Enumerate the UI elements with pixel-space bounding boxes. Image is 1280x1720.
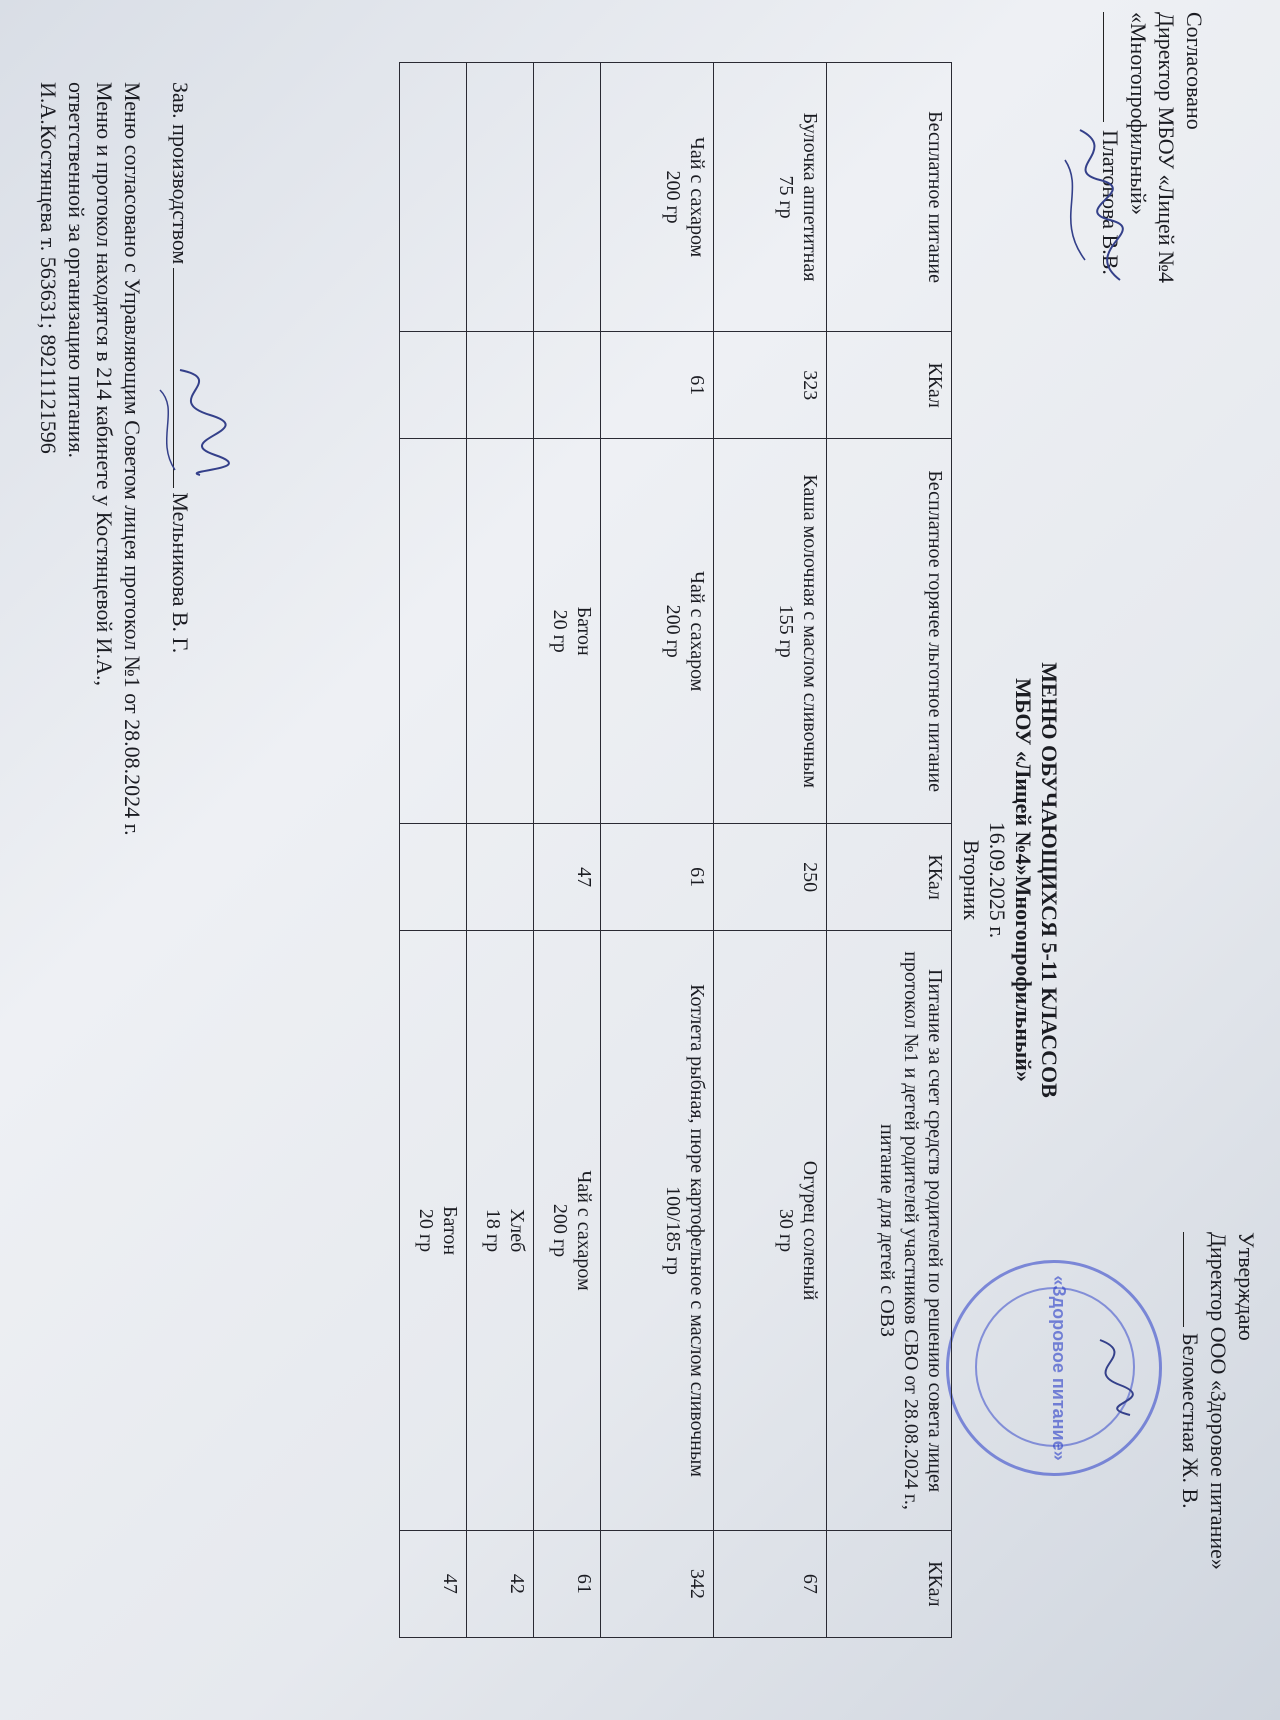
cell-kcal: 47 xyxy=(400,1530,467,1637)
cell-dish: Чай с сахаром 200 гр xyxy=(534,931,601,1531)
right-approval-signer-row xyxy=(1176,1232,1204,1570)
cell-dish xyxy=(467,439,534,824)
table-header-row xyxy=(827,63,952,1638)
production-label: Зав. производством xyxy=(168,82,193,265)
stamp-text: «Здоровое питание» xyxy=(1049,1275,1069,1461)
cell-kcal: 342 xyxy=(601,1530,714,1637)
title-line1: МЕНЮ ОБУЧАЮЩИХСЯ 5-11 КЛАССОВ xyxy=(1037,662,1062,1098)
cell-dish: Котлета рыбная, пюре картофельное с маслом сливочным 100/185 гр xyxy=(601,931,714,1531)
header-kcal-3: ККал xyxy=(827,1530,952,1637)
title-block xyxy=(958,600,1062,1160)
left-approval-line1: Директор МБОУ «Лицей №4 xyxy=(1154,12,1179,284)
left-approval-signer: Платонова В.В. xyxy=(1098,130,1123,275)
menu-table xyxy=(399,62,952,1638)
cell-kcal: 250 xyxy=(714,824,827,931)
right-approval-block xyxy=(1176,1232,1260,1570)
table-row xyxy=(467,63,534,1638)
signature-line xyxy=(1183,1232,1184,1327)
cell-kcal: 67 xyxy=(714,1530,827,1637)
right-approval-signer: Беломестная Ж. В. xyxy=(1178,1333,1203,1509)
right-approval-line1: Директор ООО «Здоровое питание» xyxy=(1206,1232,1231,1570)
cell-kcal xyxy=(467,824,534,931)
table-row xyxy=(714,63,827,1638)
cell-kcal: 61 xyxy=(601,332,714,439)
table-row xyxy=(601,63,714,1638)
cell-dish: Чай с сахаром 200 гр xyxy=(601,63,714,332)
cell-dish: Батон 20 гр xyxy=(534,439,601,824)
cell-kcal: 42 xyxy=(467,1530,534,1637)
table-row xyxy=(534,63,601,1638)
cell-dish xyxy=(467,63,534,332)
footer-notes xyxy=(34,82,146,836)
right-approval-heading: Утверждаю xyxy=(1234,1232,1259,1341)
header-kcal-1: ККал xyxy=(827,332,952,439)
signature-line xyxy=(1103,12,1104,122)
cell-kcal xyxy=(400,332,467,439)
header-free-meal: Бесплатное питание xyxy=(827,63,952,332)
cell-dish xyxy=(534,63,601,332)
header-hot-meal: Бесплатное горячее льготное питание xyxy=(827,439,952,824)
cell-kcal xyxy=(534,332,601,439)
production-signature xyxy=(150,360,240,480)
cell-kcal: 323 xyxy=(714,332,827,439)
cell-kcal xyxy=(467,332,534,439)
footer-note-1: Меню согласовано с Управляющим Советом лицея протокол №1 от 28.08.2024 г. xyxy=(120,82,145,836)
table-row xyxy=(400,63,467,1638)
cell-kcal: 61 xyxy=(601,824,714,931)
cell-dish: Каша молочная с маслом сливочным 155 гр xyxy=(714,439,827,824)
director-signature xyxy=(1050,120,1140,290)
header-kcal-2: ККал xyxy=(827,824,952,931)
footer-note-4: И.А.Костянцева т. 563631; 89211121596 xyxy=(36,82,61,454)
production-signer: Мельникова В. Г. xyxy=(168,492,193,654)
left-approval-heading: Согласовано xyxy=(1182,12,1207,130)
approver-signature xyxy=(1070,1330,1150,1420)
cell-dish xyxy=(400,63,467,332)
left-approval-line2: «Многопрофильный» xyxy=(1126,12,1151,215)
cell-dish: Батон 20 гр xyxy=(400,931,467,1531)
footer-note-3: ответственной за организацию питания. xyxy=(64,82,89,459)
cell-kcal: 61 xyxy=(534,1530,601,1637)
cell-dish xyxy=(400,439,467,824)
cell-dish: Булочка аппетитная 75 гр xyxy=(714,63,827,332)
cell-dish: Огурец соленый 30 гр xyxy=(714,931,827,1531)
title-line2: МБОУ «Лицей №4»Многопрофильный» xyxy=(1011,678,1036,1082)
title-date: 16.09.2025 г. xyxy=(985,821,1010,939)
footer-note-2: Меню и протокол находятся в 214 кабинете у Костянцевой И.А., xyxy=(92,82,117,687)
header-paid-meal: Питание за счет средств родителей по решению совета лицея протокол №1 и детей родителей участников СВО от 28.08.2024 г., питание для детей с ОВЗ xyxy=(827,931,952,1531)
cell-kcal: 47 xyxy=(534,824,601,931)
cell-dish: Хлеб 18 гр xyxy=(467,931,534,1531)
cell-dish: Чай с сахаром 200 гр xyxy=(601,439,714,824)
title-weekday: Вторник xyxy=(959,839,984,921)
cell-kcal xyxy=(400,824,467,931)
